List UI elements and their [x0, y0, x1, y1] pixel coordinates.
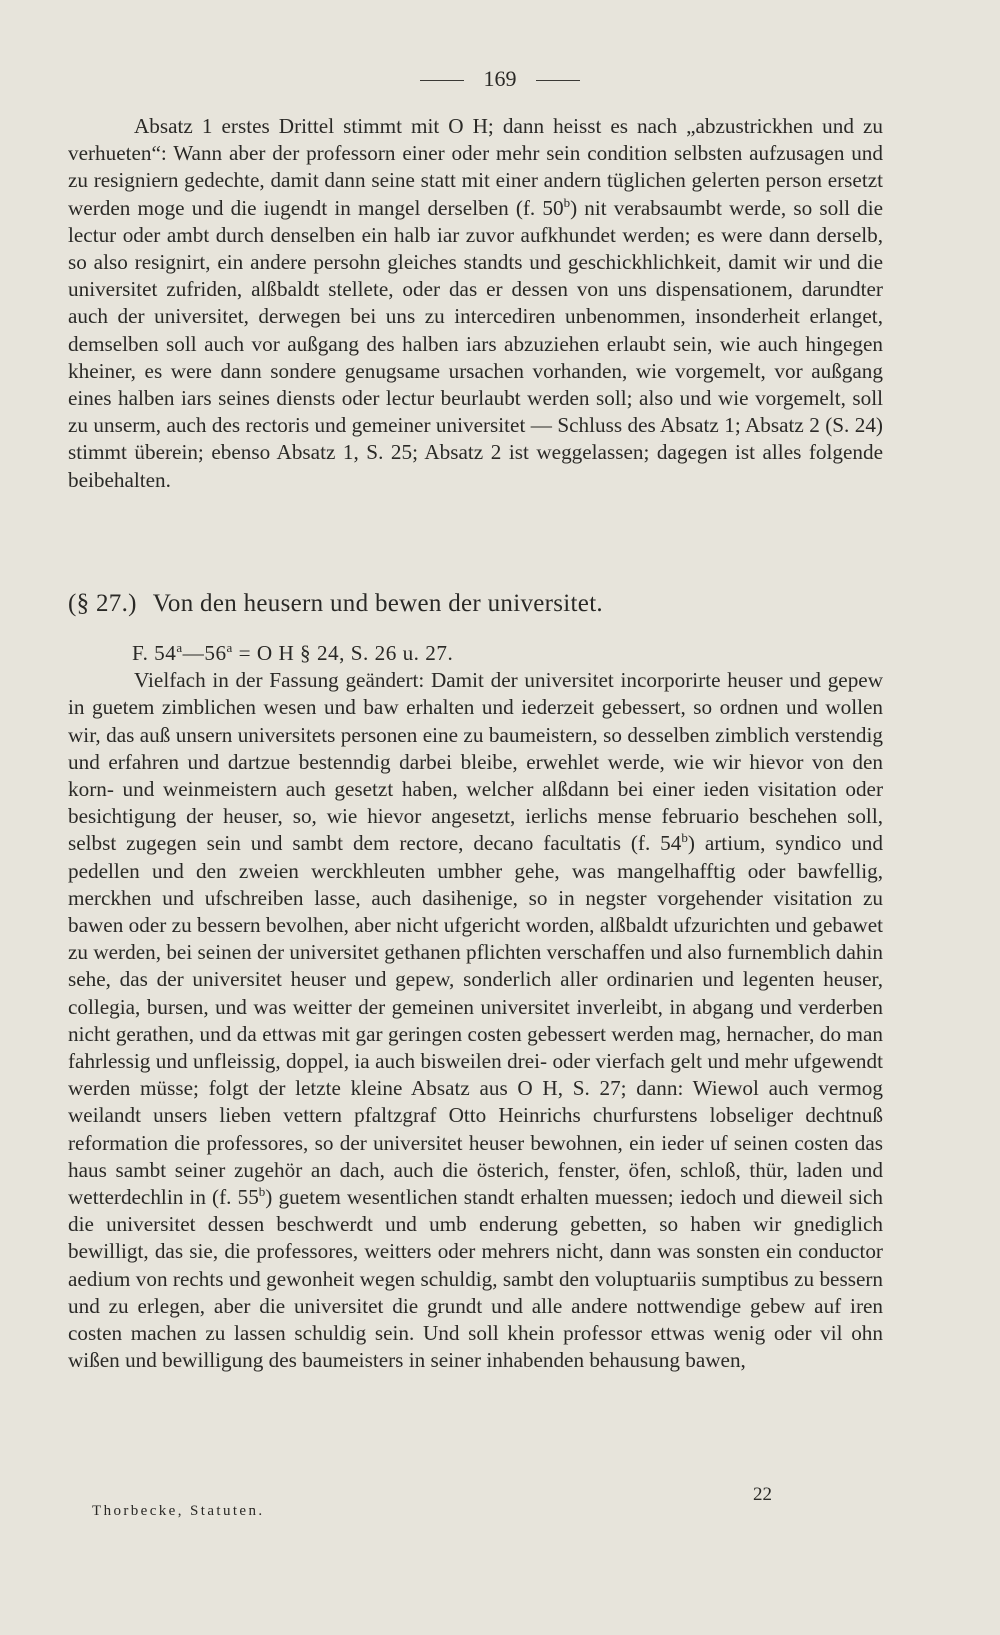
paragraph-text-part: ) guetem wesentlichen standt erhalten muessen; iedoch und dieweil sich die universitet dessen beschwerdt und umb enderung gebetten, so haben wir gnediglich bewilligt, das sie, die professores, weitters oder mehrers nicht, dann was sonsten ein conductor aedium von rechts und gewonheit wegen schuldig, sambt den voluptuariis sumptibus zu bessern und zu erlegen, aber die universitet die grundt und alle andere nottwendige gebew auf iren costen machen zu lassen schuldig sein. Und soll khein professor ettwas wenig oder vil ohn wißen und bewilligung des baumeisters in seiner inhabenden behausung bawen,: [68, 1185, 883, 1373]
paragraph-absatz: [68, 113, 883, 494]
folio-superscript: b: [563, 194, 571, 210]
reference-text: —56: [182, 641, 227, 665]
folio-superscript: a: [176, 639, 183, 655]
paragraph-text-part: ) artium, syndico und pedellen und den zweien werckhleuten umbher gehe, was mangelhafftig oder bawfellig, merckhen und ufschreiben lasse, auch dasihenige, so in negster vorgehender visitation zu bawen oder zu bessern bevolhen, aber nicht ufgericht worden, alßbaldt ufzurichten und gebawet zu werden, bei seinen der universitet gethanen pflichten verschaffen und also furnemblich dahin sehe, das der universitet heuser und gepew, sonderlich aller ordinarien und legenten heuser, collegia, bursen, und was weitter der gemeinen universitet inverleibt, in abgang und verderben nicht gerathen, und da ettwas mit gar geringen costen gebessert werden mag, hernacher, do man fahrlessig und unfleissig, doppel, ia auch bisweilen drei- oder vierfach gelt und mehr ufgewendt werden müsse; folgt der letzte kleine Absatz aus O H, S. 27; dann: Wiewol auch vermog weilandt unsers lieben vettern pfaltzgraf Otto Heinrichs churfurstens lobseliger dechtnuß reformation die professores, so der universitet heuser bewohnen, ein ieder uf seinen costen das haus sambt seiner zugehör an dach, auch die österich, fenster, öfen, schloß, thür, laden und wetterdechlin in (f. 55: [68, 831, 883, 1210]
page-footer: Thorbecke, Statuten.: [92, 1503, 265, 1519]
header-rule-left: [420, 80, 464, 81]
header-rule-right: [536, 80, 580, 81]
section-title: Von den heusern und bewen der universitet.: [152, 590, 603, 617]
page-header: [0, 66, 1000, 92]
reference-text: = O H § 24, S. 26 u. 27.: [232, 641, 454, 665]
signature-mark: 22: [753, 1484, 772, 1505]
section-heading: [68, 590, 883, 618]
page-number: 169: [483, 66, 517, 91]
paragraph-text-part: ) nit verabsaumbt werde, so soll die lectur oder ambt durch denselben ein halb iar zuvor aufkhundet werden; es were dann derselb, so also resignirt, ein andere persohn gleiches standts und geschickhlichkeit, damit wir und die universitet zufriden, alßbaldt stellete, oder das er dessen von uns dispensationem, darundter auch der universitet, derwegen bei uns zu intercediren unbenommen, insonderheit erlanget, demselben soll auch vor außgang des halben iars abzuziehen erlaubt sein, wie auch hingegen kheiner, es were dann sondere genugsame ursachen vorhanden, wie vorgemelt, vor außgang eines halben iars seines diensts oder lectur beurlaubt werden soll; also und wie vorgemelt, soll zu unserm, auch des rectoris und gemeiner universitet — Schluss des Absatz 1; Absatz 2 (S. 24) stimmt überein; ebenso Absatz 1, S. 25; Absatz 2 ist weggelassen; dagegen ist alles folgende beibehalten.: [68, 195, 883, 492]
paragraph-text: [68, 667, 883, 1374]
paragraph-section-27: [68, 640, 883, 1374]
folio-superscript: a: [226, 639, 233, 655]
reference-text: F. 54: [132, 641, 177, 665]
paragraph-text-part: Absatz 1 erstes Drittel stimmt mit O H; dann heisst es nach „abzustrickhen und zu verhueten“: Wann aber der professorn einer oder mehr sein condition selbsten aufzusagen und zu resigniern gedechte, damit dann seine statt mit einer andern tüglichen gelerten person ersetzt werden moge und die iugendt in mangel derselben (f. 50: [68, 114, 883, 220]
paragraph-text: [68, 113, 883, 494]
folio-reference: [68, 640, 883, 667]
section-number: (§ 27.): [68, 590, 137, 617]
paragraph-text-part: Vielfach in der Fassung geändert: Damit der universitet incorporirte heuser und gepew in guetem zimblichen wesen und baw erhalten und iederzeit gebessert, so ordnen und wollen wir, das auß unsern universitets personen eine zu baumeistern, so desselben zimblich verstendig und erfahren und dartzue bestenndig darbei bleibe, erwehlet werde, wie wir hievor von den korn- und weinmeistern auch gesetzt haben, welcher alßdann bei einer ieden visitation oder besichtigung der heuser, so, wie hievor angesetzt, ierlichs mense februario beschehen soll, selbst zugegen sein und sambt dem rectore, decano facultatis (f. 54: [68, 668, 883, 856]
folio-superscript: b: [258, 1184, 266, 1199]
folio-superscript: b: [681, 830, 688, 846]
